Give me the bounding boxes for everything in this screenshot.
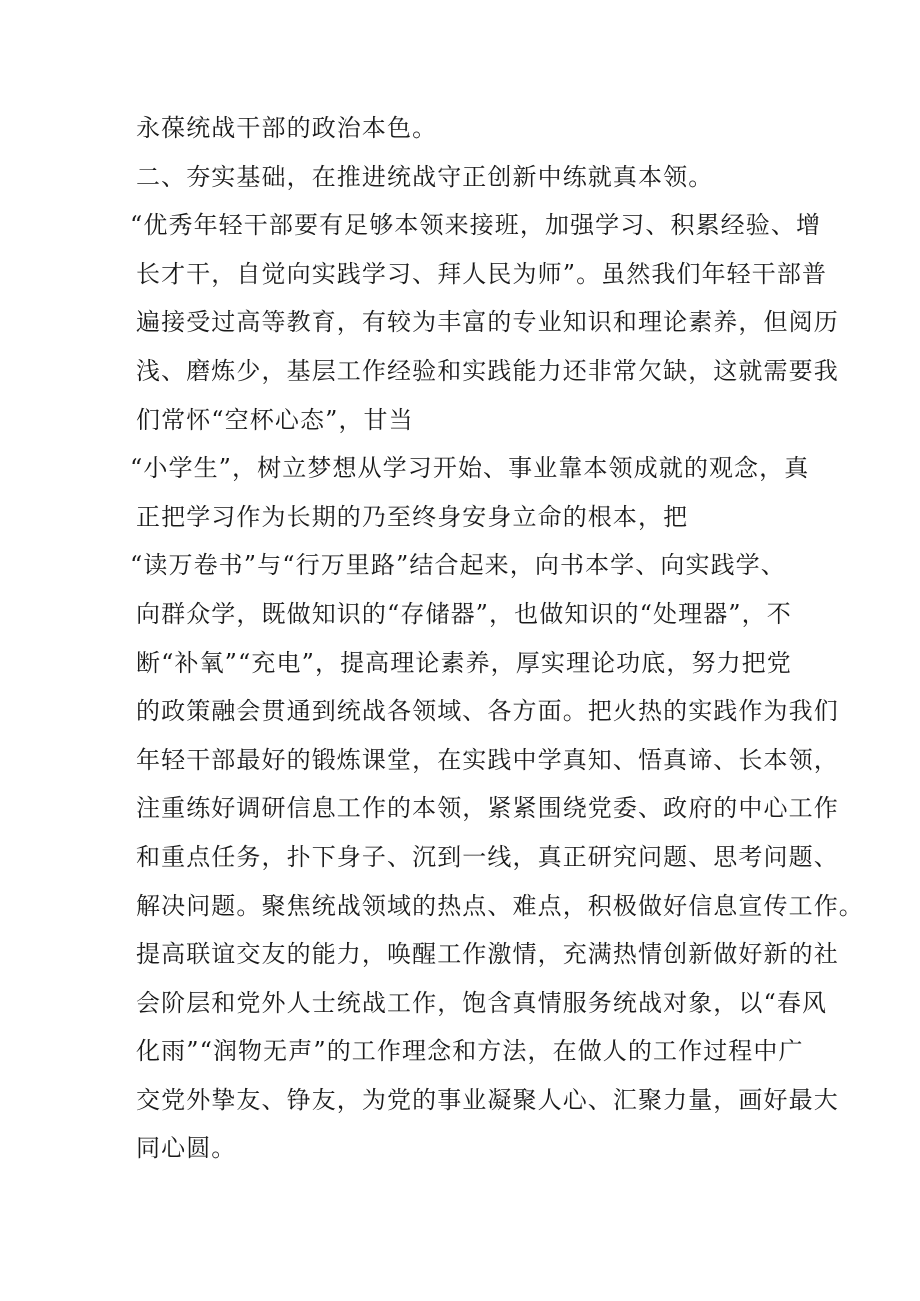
- text-line: 长才干，自觉向实践学习、拜人民为师”。虽然我们年轻干部普: [136, 259, 828, 288]
- text-line: 交党外挚友、铮友，为党的事业凝聚人心、汇聚力量，画好最大: [136, 1085, 839, 1114]
- text-line: “优秀年轻干部要有足够本领来接班，加强学习、积累经验、增: [130, 211, 822, 240]
- text-line: “读万卷书”与“行万里路”结合起来，向书本学、向实践学、: [130, 551, 786, 580]
- text-line: 年轻干部最好的锻炼课堂，在实践中学真知、悟真谛、长本领，: [136, 745, 839, 774]
- body-text: [130, 104, 864, 1173]
- text-line: 向群众学，既做知识的“存储器”，也做知识的“处理器”，不: [136, 599, 792, 628]
- text-line: 们常怀“空杯心态”，甘当: [136, 405, 414, 434]
- text-line: 会阶层和党外人士统战工作，饱含真情服务统战对象，以“春风: [136, 988, 828, 1017]
- text-line: 解决问题。聚焦统战领域的热点、难点，积极做好信息宣传工作。: [136, 891, 864, 920]
- text-line: 的政策融会贯通到统战各领域、各方面。把火热的实践作为我们: [136, 697, 839, 726]
- text-line: 永葆统战干部的政治本色。: [136, 114, 438, 142]
- text-line: 正把学习作为长期的乃至终身安身立命的根本，把: [136, 502, 689, 531]
- section-heading: 二、夯实基础，在推进统战守正创新中练就真本领。: [136, 162, 714, 191]
- text-line: 化雨”“润物无声”的工作理念和方法，在做人的工作过程中广: [136, 1037, 804, 1066]
- text-line: 和重点任务，扑下身子、沉到一线，真正研究问题、思考问题、: [136, 842, 839, 871]
- text-line: 浅、磨炼少，基层工作经验和实践能力还非常欠缺，这就需要我: [136, 356, 839, 385]
- text-line: 注重练好调研信息工作的本领，紧紧围绕党委、政府的中心工作: [136, 794, 839, 823]
- text-line: 遍接受过高等教育，有较为丰富的专业知识和理论素养，但阅历: [136, 308, 839, 337]
- text-line: 同心圆。: [136, 1134, 237, 1163]
- text-line: 断“补氧”“充电”，提高理论素养，厚实理论功底，努力把党: [136, 648, 792, 677]
- text-line: 提高联谊交友的能力，唤醒工作激情，充满热情创新做好新的社: [136, 940, 839, 969]
- text-line: “小学生”，树立梦想从学习开始、事业靠本领成就的观念，真: [130, 454, 810, 483]
